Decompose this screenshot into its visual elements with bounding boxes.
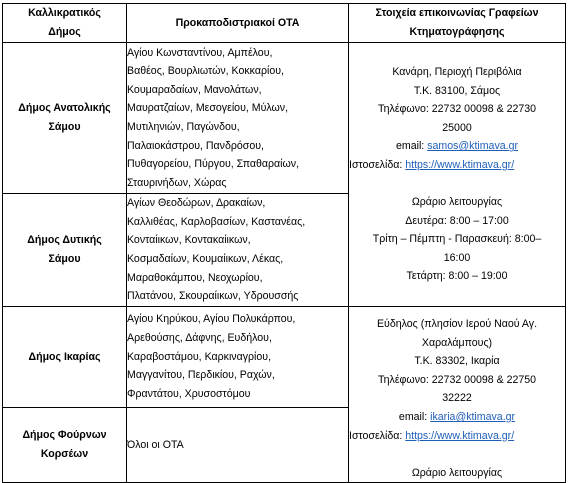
office-hours-line: Δευτέρα: 8:00 – 17:00 (405, 214, 509, 227)
municipality-name-line: Δήμος Ανατολικής (18, 102, 111, 115)
table-row (3, 307, 566, 408)
village-line: Σταυρινήδων, Χώρας (127, 176, 227, 189)
village-line: Μαγγανίτου, Περδικίου, Ραχών, (127, 369, 275, 382)
table-row (3, 43, 566, 194)
office-hours-line: 16:00 (443, 251, 471, 264)
table-header-row (3, 4, 566, 43)
header-contact-line-1: Στοιχεία επικοινωνίας Γραφείων (375, 7, 539, 20)
village-line: Κονταίικων, Κοντακαίικων, (127, 234, 251, 247)
village-line: Καλλιθέας, Καρλοβασίων, Καστανέας, (127, 215, 306, 228)
municipality-cell (3, 43, 127, 194)
email-label: email: (398, 410, 431, 423)
village-line: Πυθαγορείου, Πύργου, Σπαθαραίων, (127, 158, 300, 171)
village-line: Αγίου Κωνσταντίνου, Αμπέλου, (127, 46, 273, 59)
office-address-line: Χαραλάμπους) (421, 336, 493, 349)
municipality-cell (3, 194, 127, 307)
office-hours-line: Τρίτη – Πέμπτη - Παρασκευή: 8:00– (372, 233, 542, 246)
office-phone-line-continued: 32222 (442, 392, 472, 405)
village-line: Πλατάνου, Σκουραίικων, Υδρουσσής (127, 290, 299, 303)
office-phone-line-continued: 25000 (442, 121, 472, 134)
spacer (349, 445, 565, 464)
office-phone-line: Τηλέφωνο: 22732 00098 & 22730 (377, 103, 537, 116)
office-website-line (349, 427, 565, 446)
header-contact-line-2: Κτηματογράφησης (409, 26, 505, 38)
header-municipality-line-1: Καλλικρατικός (28, 7, 101, 20)
office-email-line (349, 408, 565, 427)
village-line: Αγίων Θεοδώρων, Δρακαίων, (127, 197, 266, 210)
ikaria-office-contact-cell (349, 307, 566, 483)
village-line: Βαθέος, Βουρλιωτών, Κοκκαρίου, (127, 65, 284, 78)
village-line: Όλοι οι ΟΤΑ (127, 438, 184, 451)
spacer (349, 175, 565, 194)
header-contact (349, 4, 566, 43)
municipality-cell (3, 307, 127, 408)
village-line: Κουμαραδαίων, Μανολάτων, (127, 83, 262, 96)
municipality-name-line: Δήμος Φούρνων (22, 429, 107, 442)
municipality-name-line: Κορσέων (40, 448, 89, 461)
office-email-line (349, 137, 565, 156)
office-phone-line: Τηλέφωνο: 22732 00098 & 22750 (377, 373, 537, 386)
office-postcode-line: Τ.Κ. 83302, Ικαρία (414, 355, 500, 368)
villages-cell (127, 407, 349, 483)
municipality-name-line: Σάμου (48, 253, 81, 265)
ota-contact-table (2, 3, 566, 483)
header-municipality-line-2: Δήμος (48, 26, 81, 38)
office-address-line: Κανάρη, Περιοχή Περιβόλια (392, 65, 522, 78)
municipality-name-line: Δήμος Δυτικής (27, 234, 102, 247)
office-postcode-line: Τ.Κ. 83100, Σάμος (413, 84, 501, 97)
website-label: Ιστοσελίδα: (349, 158, 406, 171)
villages-cell (127, 307, 349, 408)
header-pre-kapodistrian: Προκαποδιστριακοί ΟΤΑ (127, 4, 349, 43)
email-link[interactable]: ikaria@ktimava.gr (430, 410, 516, 423)
village-line: Αγίου Κηρύκου, Αγίου Πολυκάρπου, (127, 313, 296, 326)
website-label: Ιστοσελίδα: (349, 429, 406, 442)
office-hours-title: Ωράριο λειτουργίας (411, 466, 503, 479)
municipality-name-line: Δήμος Ικαρίας (28, 350, 101, 363)
village-line: Φραντάτου, Χρυσοστόμου (127, 387, 251, 400)
village-line: Μαυρατζαίων, Μεσογείου, Μύλων, (127, 102, 289, 115)
municipality-name-line: Σάμου (48, 121, 81, 133)
municipality-cell (3, 407, 127, 483)
village-line: Κοσμαδαίων, Κουμαίικων, Λέκας, (127, 253, 284, 265)
office-hours-line: Τετάρτη: 8:00 – 19:00 (406, 270, 508, 283)
village-line: Μαραθοκάμπου, Νεοχωρίου, (127, 271, 263, 284)
villages-cell (127, 43, 349, 194)
email-label: email: (395, 140, 428, 153)
header-municipality (3, 4, 127, 43)
village-line: Καραβοστάμου, Καρκιναγρίου, (127, 350, 272, 363)
office-hours-title: Ωράριο λειτουργίας (411, 196, 503, 209)
email-link[interactable]: samos@ktimava.gr (427, 140, 519, 153)
website-link[interactable]: https://www.ktimava.gr/ (405, 429, 515, 442)
samos-office-contact-cell (349, 43, 566, 307)
village-line: Παλαιοκάστρου, Πανδρόσου, (127, 139, 264, 152)
village-line: Αρεθούσης, Δάφνης, Ευδήλου, (127, 331, 272, 344)
office-website-line (349, 156, 565, 175)
office-address-line: Εύδηλος (πλησίον Ιερού Ναού Αγ. (376, 318, 538, 330)
website-link[interactable]: https://www.ktimava.gr/ (405, 158, 515, 171)
village-line: Μυτιληνιών, Παγώνδου, (127, 121, 240, 133)
villages-cell (127, 194, 349, 307)
